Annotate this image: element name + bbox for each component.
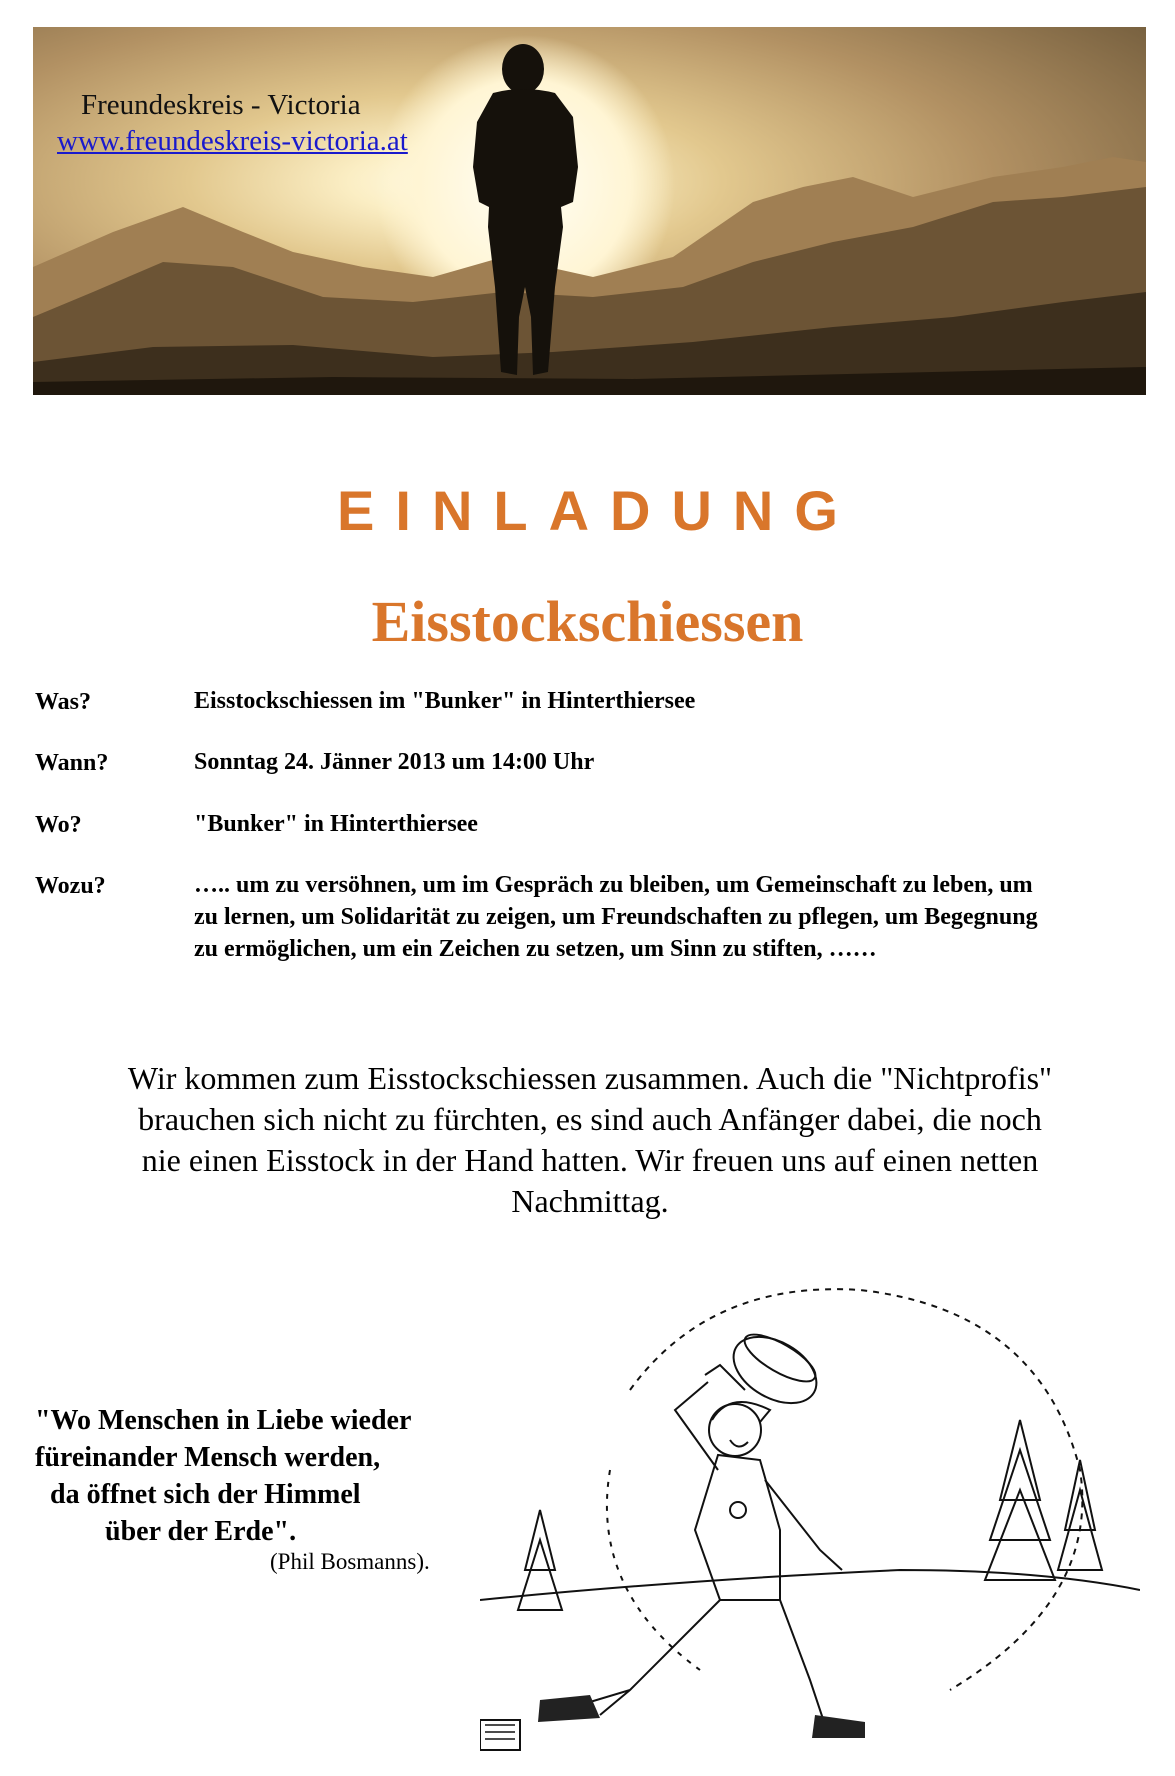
curling-player-illustration [480, 1270, 1140, 1770]
page-title: EINLADUNG [337, 479, 859, 542]
quote-block [35, 1402, 411, 1550]
organization-website-link[interactable]: www.freundeskreis-victoria.at [57, 125, 408, 157]
quote-line: da öffnet sich der Himmel [50, 1479, 361, 1510]
detail-value: "Bunker" in Hinterthiersee [194, 811, 478, 837]
quote-line: über der Erde". [105, 1516, 297, 1547]
detail-value: ….. um zu versöhnen, um im Gespräch zu bleiben, um Gemeinschaft zu leben, um zu lernen, um Solidarität zu zeigen, um Freundschaften zu pflegen, um Begegnung zu ermöglichen, um ein Zeichen zu setzen, um Sinn zu stiften, …… [194, 872, 1038, 962]
quote-author: (Phil Bosmanns). [270, 1549, 430, 1574]
detail-value: Eisstockschiessen im "Bunker" in Hinterthiersee [194, 688, 696, 714]
detail-value: Sonntag 24. Jänner 2013 um 14:00 Uhr [194, 749, 595, 775]
quote-line: "Wo Menschen in Liebe wieder [35, 1405, 412, 1436]
invitation-paragraph: Wir kommen zum Eisstockschiessen zusammen. Auch die "Nichtprofis" brauchen sich nicht zu fürchten, es sind auch Anfänger dabei, die noch nie einen Eisstock in der Hand hatten. Wir freuen uns auf einen netten Nachmittag. [127, 1060, 1053, 1219]
detail-label: Wozu? [35, 873, 106, 899]
detail-label: Was? [35, 689, 92, 715]
event-name: Eisstockschiessen [371, 589, 804, 654]
detail-label: Wann? [35, 750, 109, 776]
sunset-mountain-photo [33, 27, 1146, 395]
organization-name: Freundeskreis - Victoria [81, 89, 361, 121]
detail-label: Wo? [35, 812, 82, 838]
header-banner [33, 27, 1146, 395]
quote-line: füreinander Mensch werden, [35, 1442, 381, 1473]
